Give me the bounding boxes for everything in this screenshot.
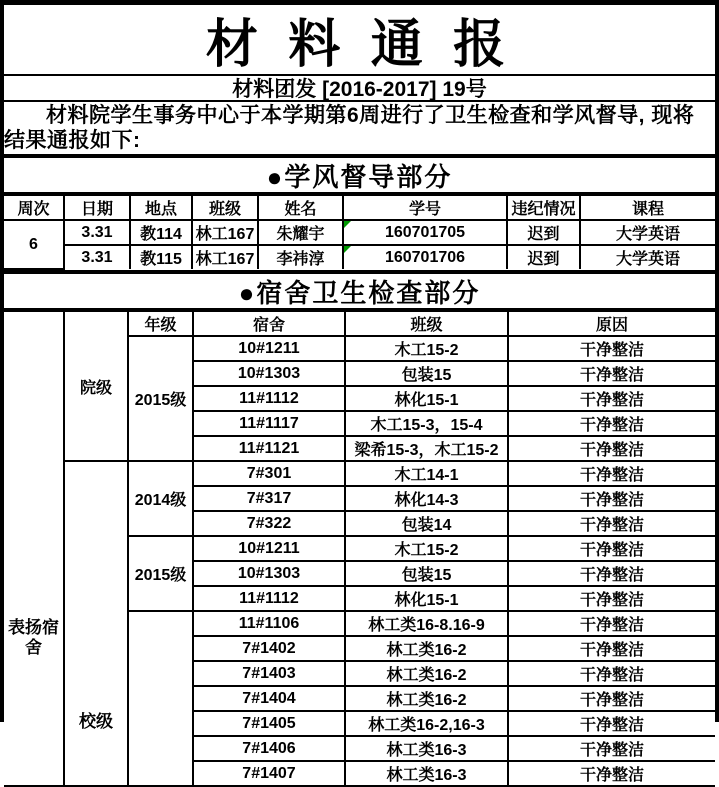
cell-class: 包装14 xyxy=(345,511,508,536)
cell-dorm: 10#1211 xyxy=(193,336,345,361)
cell-reason: 干净整洁 xyxy=(508,636,715,661)
document-number: 材料团发 [2016-2017] 19号 xyxy=(4,76,715,102)
cell-reason: 干净整洁 xyxy=(508,686,715,711)
cell-grade-group: 2015级 xyxy=(128,536,193,611)
cell-dorm: 7#317 xyxy=(193,486,345,511)
table-row xyxy=(4,245,715,269)
table-row xyxy=(4,220,715,245)
cell-class: 木工15-2 xyxy=(345,336,508,361)
cell-dorm: 11#1121 xyxy=(193,436,345,461)
cell-reason: 干净整洁 xyxy=(508,436,715,461)
table-header-row xyxy=(4,196,715,220)
cell-category-praised-dorms xyxy=(4,312,64,786)
cell-dorm: 11#1112 xyxy=(193,386,345,411)
cell-student-id xyxy=(343,245,507,269)
cell-class: 林化15-1 xyxy=(345,386,508,411)
cell-grade-group: 2014级 xyxy=(128,461,193,536)
student-id-text: 160701705 xyxy=(384,223,466,241)
cell-reason: 干净整洁 xyxy=(508,611,715,636)
cell-reason: 干净整洁 xyxy=(508,511,715,536)
cell-reason: 干净整洁 xyxy=(508,736,715,761)
cell-class: 林工类16-2 xyxy=(345,636,508,661)
cell-class: 林工类16-2 xyxy=(345,686,508,711)
cell-reason: 干净整洁 xyxy=(508,711,715,736)
column-header-course: 课程 xyxy=(580,196,715,220)
column-header-reason: 原因 xyxy=(508,312,715,336)
cell-class: 林化14-3 xyxy=(345,486,508,511)
cell-violation: 迟到 xyxy=(507,220,580,245)
cell-class: 包装15 xyxy=(345,561,508,586)
cell-grade-group: 2015级 xyxy=(128,336,193,461)
document-title: 材 料 通 报 xyxy=(4,5,715,76)
cell-dorm: 10#1303 xyxy=(193,361,345,386)
cell-reason: 干净整洁 xyxy=(508,336,715,361)
study-supervision-table xyxy=(4,196,715,270)
column-header-violation: 违纪情况 xyxy=(507,196,580,220)
cell-class: 木工14-1 xyxy=(345,461,508,486)
cell-reason: 干净整洁 xyxy=(508,536,715,561)
cell-reason: 干净整洁 xyxy=(508,586,715,611)
column-header-date: 日期 xyxy=(64,196,130,220)
comment-marker-icon xyxy=(344,246,351,253)
column-header-location: 地点 xyxy=(130,196,192,220)
category-label: 表扬宿舍 xyxy=(8,618,59,657)
dorm-inspection-table xyxy=(4,312,715,787)
comment-marker-icon xyxy=(344,221,351,228)
cell-class: 林工类16-2 xyxy=(345,661,508,686)
student-id-text: 160701706 xyxy=(384,248,466,266)
cell-violation: 迟到 xyxy=(507,245,580,269)
cell-dorm: 7#1406 xyxy=(193,736,345,761)
cell-date: 3.31 xyxy=(64,220,130,245)
cell-class: 林工类16-8.16-9 xyxy=(345,611,508,636)
column-header-class: 班级 xyxy=(345,312,508,336)
cell-class: 木工15-3，15-4 xyxy=(345,411,508,436)
cell-dorm: 10#1211 xyxy=(193,536,345,561)
cell-class: 木工15-2 xyxy=(345,536,508,561)
cell-class: 林工167 xyxy=(192,220,258,245)
cell-class: 林工167 xyxy=(192,245,258,269)
cell-dorm: 11#1117 xyxy=(193,411,345,436)
cell-level-school xyxy=(64,461,128,786)
cell-dorm: 7#1402 xyxy=(193,636,345,661)
column-header-name: 姓名 xyxy=(258,196,343,220)
cell-week: 6 xyxy=(4,220,64,269)
cell-course: 大学英语 xyxy=(580,220,715,245)
cell-location: 教115 xyxy=(130,245,192,269)
column-header-class: 班级 xyxy=(192,196,258,220)
cell-reason: 干净整洁 xyxy=(508,561,715,586)
column-header-dorm: 宿舍 xyxy=(193,312,345,336)
level-school-label: 校级 xyxy=(79,712,113,731)
cell-dorm: 11#1106 xyxy=(193,611,345,636)
section-heading-study: ●学风督导部分 xyxy=(4,154,715,196)
cell-class: 林工类16-3 xyxy=(345,736,508,761)
section-heading-dorm: ●宿舍卫生检查部分 xyxy=(4,270,715,312)
cell-grade-group xyxy=(128,611,193,786)
table-header-row xyxy=(4,312,715,336)
cell-student-id xyxy=(343,220,507,245)
cell-date: 3.31 xyxy=(64,245,130,269)
cell-name: 朱耀宇 xyxy=(258,220,343,245)
table-row xyxy=(4,461,715,486)
cell-class: 包装15 xyxy=(345,361,508,386)
cell-reason: 干净整洁 xyxy=(508,461,715,486)
cell-dorm: 7#1404 xyxy=(193,686,345,711)
cell-reason: 干净整洁 xyxy=(508,486,715,511)
cell-class: 林工类16-2,16-3 xyxy=(345,711,508,736)
cell-reason: 干净整洁 xyxy=(508,661,715,686)
cell-class: 林化15-1 xyxy=(345,586,508,611)
cell-class: 林工类16-3 xyxy=(345,761,508,786)
cell-dorm: 7#1403 xyxy=(193,661,345,686)
intro-paragraph: 材料院学生事务中心于本学期第6周进行了卫生检查和学风督导, 现将结果通报如下: xyxy=(4,104,695,152)
column-header-student-id: 学号 xyxy=(343,196,507,220)
cell-name: 李祎淳 xyxy=(258,245,343,269)
cell-dorm: 7#322 xyxy=(193,511,345,536)
column-header-grade: 年级 xyxy=(128,312,193,336)
cell-reason: 干净整洁 xyxy=(508,361,715,386)
cell-class: 梁希15-3，木工15-2 xyxy=(345,436,508,461)
cell-reason: 干净整洁 xyxy=(508,761,715,786)
column-header-week: 周次 xyxy=(4,196,64,220)
cell-dorm: 7#1405 xyxy=(193,711,345,736)
cell-reason: 干净整洁 xyxy=(508,411,715,436)
cell-reason: 干净整洁 xyxy=(508,386,715,411)
cell-dorm: 7#1407 xyxy=(193,761,345,786)
cell-dorm: 11#1112 xyxy=(193,586,345,611)
cell-location: 教114 xyxy=(130,220,192,245)
cell-course: 大学英语 xyxy=(580,245,715,269)
cell-dorm: 7#301 xyxy=(193,461,345,486)
cell-level-college: 院级 xyxy=(64,312,128,461)
cell-dorm: 10#1303 xyxy=(193,561,345,586)
